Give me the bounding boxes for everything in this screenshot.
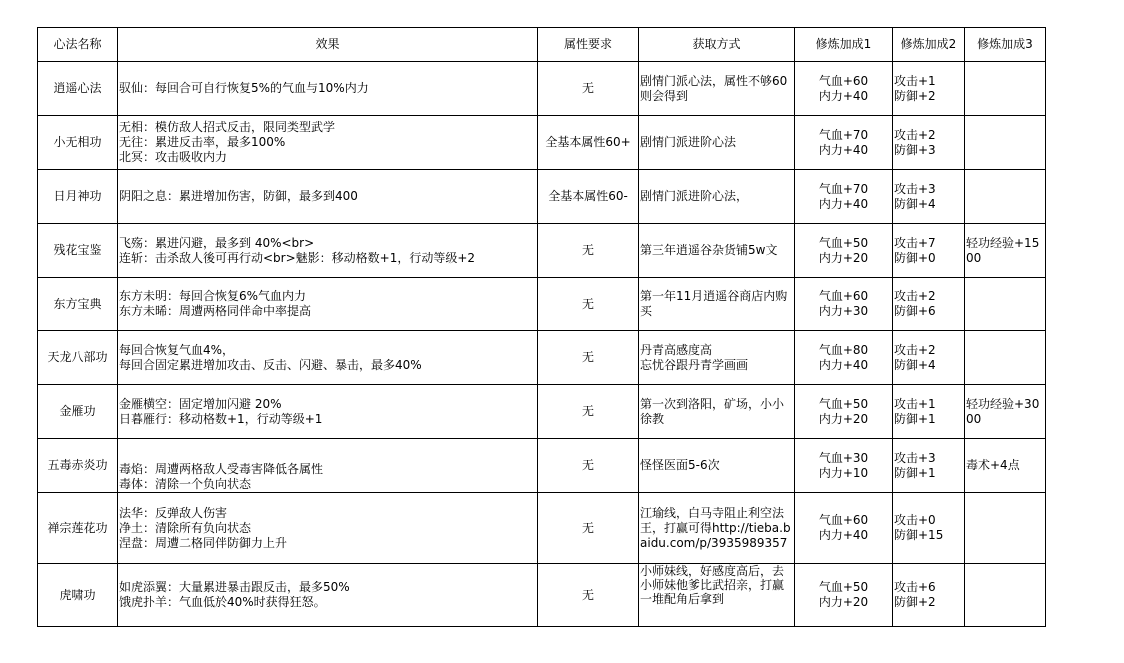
table-row [38,116,1046,170]
cell-source: 剧情门派进阶心法 [639,116,795,170]
bonus-line: 防御+0 [894,250,936,265]
cell-bonus3 [965,62,1046,116]
bonus-line: 气血+30 [818,450,869,465]
cell-requirement: 全基本属性60+ [538,116,639,170]
bonus-line: 攻击+7 [894,235,936,250]
header-bonus3: 修炼加成3 [965,28,1046,62]
cell-effect [118,439,538,493]
bonus-line: 内力+40 [818,88,869,103]
effect-line: 东方未明：每回合恢复6%气血内力 [119,289,307,303]
bonus-line: 防御+4 [894,357,936,372]
bonus-line: 气血+60 [818,289,869,303]
cell-effect [118,278,538,331]
bonus-line: 气血+70 [818,181,869,196]
cell-requirement: 全基本属性60- [538,170,639,224]
cell-bonus3 [965,331,1046,385]
cell-source: 第三年逍遥谷杂货铺5w文 [639,224,795,278]
source-line: 丹青高感度高 [640,342,713,357]
cell-name: 金雁功 [38,385,118,439]
bonus-line: 攻击+2 [894,127,936,142]
bonus-line: 内力+10 [818,465,869,480]
table-row [38,439,1046,493]
cell-bonus1 [795,564,893,627]
effect-line: 如虎添翼：大量累进暴击跟反击，最多50% [119,580,350,594]
effect-line: 阴阳之息：累进增加伤害，防御，最多到400 [119,189,358,203]
cell-requirement: 无 [538,224,639,278]
cell-name: 禅宗莲花功 [38,493,118,564]
cell-bonus1 [795,224,893,278]
effect-line: 净土：清除所有负向状态 [119,520,252,535]
bonus-line: 防御+3 [894,142,936,157]
effect-line: 东方未晞：周遭两格同伴命中率提高 [119,304,312,318]
bonus-line: 内力+20 [818,411,869,426]
cell-bonus2 [893,62,965,116]
cell-effect [118,331,538,385]
effect-line: 饿虎扑羊：气血低於40%时获得狂怒。 [119,595,326,609]
effect-line: 每回合恢复气血4%， [119,342,235,357]
effect-line: 驭仙：每回合可自行恢复5%的气血与10%内力 [119,81,369,95]
cell-bonus2 [893,385,965,439]
cell-bonus2 [893,564,965,627]
bonus-line: 气血+50 [818,235,869,250]
table-row [38,224,1046,278]
bonus-line: 内力+40 [818,142,869,157]
cell-bonus1 [795,385,893,439]
cell-bonus1 [795,278,893,331]
cell-bonus2 [893,170,965,224]
effect-line: 无往：累进反击率，最多100% [119,135,286,149]
cell-requirement: 无 [538,493,639,564]
cell-name: 东方宝典 [38,278,118,331]
bonus-line: 攻击+0 [894,513,936,527]
cell-requirement: 无 [538,62,639,116]
cell-bonus2 [893,331,965,385]
cell-bonus3: 轻功经验+3000 [965,385,1046,439]
bonus-line: 防御+15 [894,528,944,542]
bonus-line: 内力+30 [818,304,869,318]
effect-line: 连斩：击杀敌人後可再行动<br>魅影：移动格数+1，行动等级+2 [119,250,476,265]
bonus-line: 攻击+3 [894,450,936,465]
cell-source: 第一年11月逍遥谷商店内购买 [639,278,795,331]
cell-bonus3: 轻功经验+1500 [965,224,1046,278]
bonus-line: 气血+50 [818,396,869,411]
header-row [38,28,1046,62]
cell-source: 剧情门派进阶心法， [639,170,795,224]
bonus-line: 气血+70 [818,127,869,142]
table-row [38,564,1046,627]
cell-bonus1 [795,493,893,564]
cell-name: 日月神功 [38,170,118,224]
table-row [38,62,1046,116]
effect-line: 日暮雁行：移动格数+1，行动等级+1 [119,411,323,426]
bonus-line: 防御+1 [894,465,936,480]
cell-bonus1 [795,116,893,170]
header-source: 获取方式 [639,28,795,62]
cell-requirement: 无 [538,278,639,331]
bonus-line: 内力+20 [818,250,869,265]
cell-name: 天龙八部功 [38,331,118,385]
bonus-line: 气血+50 [818,580,869,594]
bonus-line: 攻击+1 [894,73,936,88]
table-row [38,493,1046,564]
cell-effect [118,385,538,439]
cell-bonus1 [795,331,893,385]
bonus-line: 内力+20 [818,595,869,609]
cell-name: 虎啸功 [38,564,118,627]
table-row [38,331,1046,385]
bonus-line: 气血+60 [818,73,869,88]
cell-name: 小无相功 [38,116,118,170]
effect-line: 北冥：攻击吸收内力 [119,150,228,164]
header-name: 心法名称 [38,28,118,62]
cell-bonus3 [965,564,1046,627]
bonus-line: 防御+6 [894,304,936,318]
bonus-line: 攻击+2 [894,342,936,357]
bonus-line: 内力+40 [818,528,869,542]
cell-name: 五毒赤炎功 [38,439,118,493]
effect-line: 金雁横空：固定增加闪避 20% [119,396,282,411]
cell-name: 逍遥心法 [38,62,118,116]
cell-bonus1 [795,62,893,116]
cell-effect [118,493,538,564]
bonus-line: 内力+40 [818,357,869,372]
bonus-line: 攻击+1 [894,396,936,411]
cell-bonus2 [893,439,965,493]
bonus-line: 防御+2 [894,88,936,103]
header-bonus1: 修炼加成1 [795,28,893,62]
cell-bonus3 [965,170,1046,224]
table-row [38,385,1046,439]
cell-source: 剧情门派心法，属性不够60则会得到 [639,62,795,116]
cell-source [639,331,795,385]
bonus-line: 防御+4 [894,196,936,211]
bonus-line: 攻击+2 [894,289,936,303]
cell-bonus2 [893,493,965,564]
effect-line: 毒焰：周遭两格敌人受毒害降低各属性 [119,462,324,476]
cell-bonus2 [893,278,965,331]
cell-bonus2 [893,224,965,278]
bonus-line: 气血+60 [818,513,869,527]
cell-bonus3 [965,493,1046,564]
header-requirement: 属性要求 [538,28,639,62]
cell-bonus1 [795,170,893,224]
cell-source: 怪怪医面5-6次 [639,439,795,493]
cell-requirement: 无 [538,439,639,493]
effect-line: 毒体：清除一个负向状态 [119,477,252,491]
cell-effect [118,116,538,170]
cell-effect [118,170,538,224]
effect-line: 涅盘：周遭二格同伴防御力上升 [119,535,288,550]
effect-line: 无相：模仿敌人招式反击，限同类型武学 [119,120,336,134]
header-bonus2: 修炼加成2 [893,28,965,62]
cell-bonus1 [795,439,893,493]
cell-bonus3 [965,278,1046,331]
cell-source: 第一次到洛阳，矿场，小小徐教 [639,385,795,439]
bonus-line: 攻击+6 [894,580,936,594]
cell-requirement: 无 [538,331,639,385]
cell-requirement: 无 [538,385,639,439]
cell-effect [118,224,538,278]
cell-bonus3: 毒术+4点 [965,439,1046,493]
table-row [38,278,1046,331]
table-row [38,170,1046,224]
cell-name: 残花宝鉴 [38,224,118,278]
effect-line: 飞殇：累进闪避，最多到 40%<br> [119,235,315,250]
bonus-line: 攻击+3 [894,181,936,196]
bonus-line: 内力+40 [818,196,869,211]
effect-line: 每回合固定累进增加攻击、反击、闪避、暴击，最多40% [119,357,422,372]
effect-line: 法华：反弹敌人伤害 [119,505,228,520]
cell-source: 江瑜线，白马寺阻止利空法王，打赢可得http://tieba.baidu.com/p/3935989357 [639,493,795,564]
xinfa-table [37,27,1046,627]
bonus-line: 防御+1 [894,411,936,426]
bonus-line: 防御+2 [894,595,936,609]
bonus-line: 气血+80 [818,342,869,357]
header-effect: 效果 [118,28,538,62]
cell-requirement: 无 [538,564,639,627]
cell-source: 小师妹线，好感度高后，去小师妹他爹比武招亲，打赢一堆配角后拿到 [639,564,795,627]
cell-bonus2 [893,116,965,170]
cell-effect [118,62,538,116]
cell-effect [118,564,538,627]
cell-bonus3 [965,116,1046,170]
source-line: 忘忧谷跟丹青学画画 [640,357,749,372]
